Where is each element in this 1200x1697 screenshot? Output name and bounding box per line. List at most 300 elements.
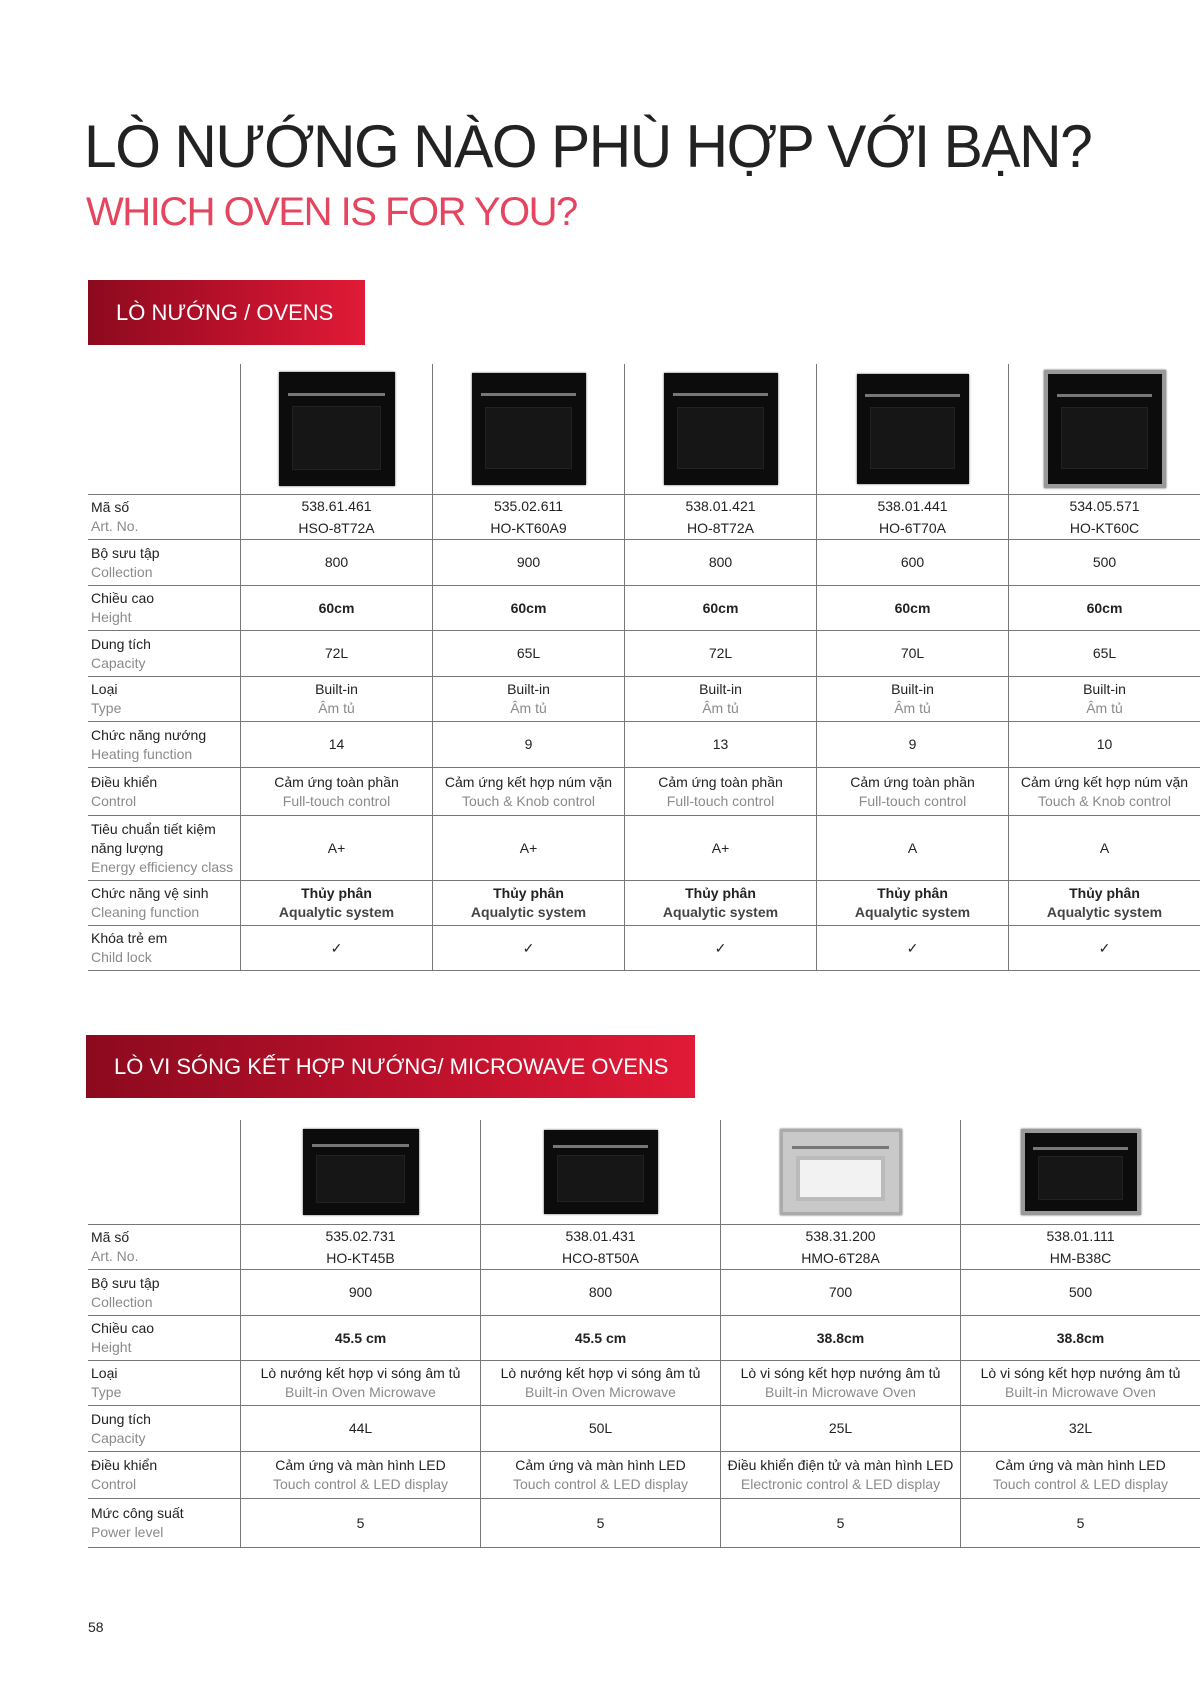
spec-value-cell <box>1008 722 1200 767</box>
spec-value-cell <box>816 540 1008 585</box>
page-number: 58 <box>88 1619 104 1635</box>
spec-value-secondary: Full-touch control <box>858 792 967 809</box>
spec-value: Cảm ứng kết hợp núm vặn <box>444 773 613 790</box>
spec-value-secondary: Touch control & LED display <box>512 1476 689 1492</box>
spec-value-secondary: HM-B38C <box>1049 1250 1112 1266</box>
spec-value-cell <box>480 1406 720 1451</box>
door-handle <box>792 1146 889 1149</box>
spec-label-en: Collection <box>91 563 153 580</box>
spec-label-en: Heating function <box>91 745 193 762</box>
spec-value: 45.5 cm <box>574 1329 627 1346</box>
product-image-row <box>88 364 1200 495</box>
spec-value: 60cm <box>510 599 547 616</box>
spec-label-vi: Điều khiển <box>91 773 158 790</box>
spec-value: 5 <box>356 1514 365 1531</box>
spec-value-cell <box>624 677 816 721</box>
spec-value-cell <box>816 768 1008 815</box>
spec-row <box>88 495 1200 540</box>
door-window <box>796 1156 884 1201</box>
spec-value-cell <box>240 816 432 880</box>
product-image <box>472 373 586 485</box>
spec-value: 538.01.441 <box>877 498 948 514</box>
door-window <box>677 407 764 470</box>
spec-value: Điều khiển điện tử và màn hình LED <box>727 1457 954 1473</box>
spec-value-cell <box>720 1225 960 1269</box>
spec-row <box>88 926 1200 971</box>
spec-row <box>88 540 1200 586</box>
spec-value: Lò vi sóng kết hợp nướng âm tủ <box>980 1365 1181 1381</box>
spec-value: ✓ <box>906 939 919 956</box>
spec-value: 534.05.571 <box>1069 498 1140 514</box>
door-handle <box>481 393 577 396</box>
spec-label-en: Capacity <box>91 654 146 671</box>
spec-label-vi: Bộ sưu tập <box>91 544 160 561</box>
spec-value-cell <box>480 1225 720 1269</box>
spec-value: 70L <box>900 645 925 661</box>
spec-label-en: Control <box>91 792 137 809</box>
spec-row <box>88 1316 1200 1361</box>
product-image <box>780 1129 902 1215</box>
spec-value-cell <box>240 1499 480 1547</box>
spec-value-secondary: Built-in Oven Microwave <box>285 1384 436 1400</box>
spec-label-vi: Loại <box>91 1365 118 1381</box>
spec-row <box>88 586 1200 631</box>
spec-value: 800 <box>708 554 733 570</box>
spec-value-secondary: Touch control & LED display <box>272 1476 449 1492</box>
microwaves-comparison-table <box>88 1120 1200 1548</box>
spec-label <box>88 1452 240 1498</box>
spec-label-vi: Mã số <box>91 499 130 515</box>
spec-value-secondary: HO-8T72A <box>687 520 754 536</box>
spec-value-secondary: HO-KT45B <box>326 1250 395 1266</box>
spec-value-secondary: HSO-8T72A <box>298 520 375 536</box>
spec-value-secondary: Âm tủ <box>318 700 355 716</box>
spec-value-secondary: Touch & Knob control <box>461 792 596 809</box>
spec-value-cell <box>816 631 1008 676</box>
spec-row <box>88 881 1200 926</box>
spec-value: Built-in <box>1083 681 1126 697</box>
spec-label-en: Type <box>91 1384 122 1400</box>
spec-label-en: Type <box>91 700 122 716</box>
spec-value: 538.31.200 <box>805 1228 876 1244</box>
spec-label-vi: Loại <box>91 681 118 697</box>
spec-value-cell <box>720 1361 960 1405</box>
spec-value: Built-in <box>507 681 550 697</box>
spec-value-cell <box>624 768 816 815</box>
spec-value-cell <box>960 1452 1200 1498</box>
spec-value: ✓ <box>1098 939 1111 956</box>
spec-value-cell <box>432 677 624 721</box>
spec-value-cell <box>240 1316 480 1360</box>
product-image-cell <box>720 1120 960 1224</box>
door-window <box>1038 1156 1123 1200</box>
product-image <box>303 1129 419 1215</box>
spec-label <box>88 540 240 585</box>
spec-value-secondary: HO-6T70A <box>879 520 946 536</box>
spec-value-secondary: Aqualytic system <box>854 904 971 920</box>
spec-row <box>88 1270 1200 1316</box>
spec-value-secondary: Built-in Microwave Oven <box>1005 1384 1156 1400</box>
spec-value: Cảm ứng toàn phần <box>274 773 399 790</box>
spec-value: A+ <box>327 839 346 856</box>
spec-value-cell <box>624 816 816 880</box>
spec-label-en: Capacity <box>91 1429 146 1446</box>
spec-row <box>88 1499 1200 1548</box>
spec-value: 65L <box>1092 645 1117 661</box>
spec-label-vi: Bộ sưu tập <box>91 1274 160 1291</box>
spec-label-vi: Chiều cao <box>91 590 155 606</box>
spec-value: 38.8cm <box>1056 1329 1105 1346</box>
spec-row <box>88 722 1200 768</box>
product-image <box>544 1130 658 1214</box>
spec-label-vi: Mức công suất <box>91 1505 184 1521</box>
spec-value-cell <box>960 1225 1200 1269</box>
spec-value: 600 <box>900 554 925 570</box>
spec-row <box>88 1361 1200 1406</box>
product-image-cell <box>624 364 816 494</box>
spec-value: 60cm <box>702 599 739 616</box>
spec-value: Cảm ứng và màn hình LED <box>995 1457 1166 1473</box>
spec-label-en: Height <box>91 609 132 625</box>
spec-value-cell <box>816 816 1008 880</box>
ovens-comparison-table <box>88 364 1200 971</box>
spec-label <box>88 1316 240 1360</box>
spec-value-cell <box>240 1270 480 1315</box>
spec-value: 10 <box>1096 736 1113 752</box>
product-image <box>1044 370 1166 488</box>
spec-value-cell <box>1008 631 1200 676</box>
spec-label-en: Collection <box>91 1293 153 1310</box>
spec-value: 535.02.611 <box>493 498 564 514</box>
spec-value: 538.01.421 <box>685 498 756 514</box>
spec-value: 535.02.731 <box>325 1228 396 1244</box>
door-window <box>870 407 955 469</box>
door-window <box>316 1155 404 1203</box>
spec-value: Built-in <box>315 681 358 697</box>
spec-value: 72L <box>324 645 349 661</box>
spec-value-cell <box>816 586 1008 630</box>
spec-value-cell <box>432 881 624 925</box>
spec-label <box>88 1406 240 1451</box>
product-image-cell <box>480 1120 720 1224</box>
product-image-cell <box>432 364 624 494</box>
spec-value: 9 <box>524 736 533 752</box>
spec-label <box>88 1270 240 1315</box>
spec-label <box>88 881 240 925</box>
spec-value-cell <box>240 1225 480 1269</box>
spec-value-cell <box>960 1316 1200 1360</box>
spec-value-cell <box>960 1270 1200 1315</box>
microwaves-section-banner: LÒ VI SÓNG KẾT HỢP NƯỚNG/ MICROWAVE OVENS <box>86 1035 695 1098</box>
spec-value-cell <box>1008 816 1200 880</box>
spec-row <box>88 768 1200 816</box>
spec-value-cell <box>432 540 624 585</box>
spec-value-cell <box>1008 495 1200 539</box>
ovens-section-banner: LÒ NƯỚNG / OVENS <box>88 280 365 345</box>
spec-value: Thủy phân <box>877 885 948 901</box>
product-image-cell <box>240 364 432 494</box>
spec-value-cell <box>816 722 1008 767</box>
spec-label-vi: Dung tích <box>91 1410 151 1427</box>
spec-value-secondary: HCO-8T50A <box>561 1250 640 1266</box>
spec-value: ✓ <box>330 939 343 956</box>
spec-value-cell <box>720 1270 960 1315</box>
spec-value-cell <box>1008 881 1200 925</box>
spec-value-secondary: Built-in Microwave Oven <box>765 1384 916 1400</box>
spec-value: Cảm ứng toàn phần <box>850 773 975 790</box>
spec-value: 538.01.431 <box>565 1228 636 1244</box>
spec-label-vi: Điều khiển <box>91 1457 158 1473</box>
spec-value: Built-in <box>699 681 742 697</box>
spec-label-en: Height <box>91 1339 132 1355</box>
spec-value-cell <box>240 1361 480 1405</box>
spec-label <box>88 1499 240 1547</box>
spec-value-cell <box>240 768 432 815</box>
spec-label <box>88 677 240 721</box>
spec-value: 13 <box>712 736 729 752</box>
spec-value-cell <box>432 586 624 630</box>
spec-value-cell <box>432 926 624 970</box>
spec-value-cell <box>1008 540 1200 585</box>
spec-value-secondary: Âm tủ <box>1086 700 1123 716</box>
spec-value-secondary: Aqualytic system <box>1046 904 1163 920</box>
spec-label <box>88 586 240 630</box>
spec-value-cell <box>960 1361 1200 1405</box>
product-image <box>279 372 395 486</box>
spec-label <box>88 926 240 970</box>
spec-value-cell <box>1008 586 1200 630</box>
spec-value-cell <box>720 1316 960 1360</box>
spec-value-cell <box>240 881 432 925</box>
spec-value: A <box>1099 839 1110 856</box>
spec-value: Cảm ứng toàn phần <box>658 773 783 790</box>
spec-value: 538.01.111 <box>1046 1228 1115 1244</box>
spec-value: 44L <box>348 1420 373 1436</box>
spec-value: Cảm ứng và màn hình LED <box>515 1457 686 1473</box>
spec-value: 50L <box>588 1420 613 1436</box>
spec-value: 45.5 cm <box>334 1329 387 1346</box>
spec-value: 700 <box>828 1284 853 1300</box>
spec-label <box>88 768 240 815</box>
spec-row <box>88 1225 1200 1270</box>
spec-value-cell <box>816 881 1008 925</box>
spec-value: Built-in <box>891 681 934 697</box>
spec-label-en: Art. No. <box>91 1248 139 1264</box>
spec-value-cell <box>240 926 432 970</box>
spec-value: 60cm <box>894 599 931 616</box>
spec-value: 538.61.461 <box>301 498 372 514</box>
spec-label-en: Child lock <box>91 949 152 965</box>
spec-value-cell <box>624 881 816 925</box>
spec-label <box>88 816 240 880</box>
spec-value-cell <box>1008 677 1200 721</box>
spec-value: Thủy phân <box>685 885 756 901</box>
spec-value-cell <box>1008 768 1200 815</box>
spec-value: 9 <box>908 736 917 752</box>
spec-value-cell <box>480 1361 720 1405</box>
empty-label-cell <box>88 364 240 494</box>
spec-value: Cảm ứng kết hợp núm vặn <box>1020 773 1189 790</box>
product-image-row <box>88 1120 1200 1225</box>
spec-label-en: Cleaning function <box>91 904 200 920</box>
spec-value-cell <box>480 1316 720 1360</box>
spec-value-cell <box>960 1499 1200 1547</box>
spec-value-cell <box>720 1452 960 1498</box>
spec-value-cell <box>432 816 624 880</box>
page-title: LÒ NƯỚNG NÀO PHÙ HỢP VỚI BẠN? <box>84 113 1092 180</box>
spec-row <box>88 1452 1200 1499</box>
product-image-cell <box>960 1120 1200 1224</box>
spec-value: Lò nướng kết hợp vi sóng âm tủ <box>500 1365 701 1381</box>
spec-value-cell <box>240 540 432 585</box>
door-window <box>557 1155 644 1202</box>
product-image <box>664 373 778 485</box>
spec-value-cell <box>624 540 816 585</box>
door-handle <box>1033 1147 1127 1150</box>
spec-label-en: Art. No. <box>91 518 139 534</box>
spec-value-cell <box>720 1499 960 1547</box>
spec-value-secondary: Aqualytic system <box>278 904 395 920</box>
spec-value-secondary: Touch & Knob control <box>1037 792 1172 809</box>
door-window <box>485 407 572 470</box>
spec-value-cell <box>624 586 816 630</box>
spec-value-secondary: Aqualytic system <box>662 904 779 920</box>
product-image-cell <box>240 1120 480 1224</box>
door-handle <box>553 1145 649 1148</box>
spec-value-secondary: Âm tủ <box>702 700 739 716</box>
spec-value: ✓ <box>522 939 535 956</box>
spec-value: ✓ <box>714 939 727 956</box>
spec-value-secondary: Electronic control & LED display <box>740 1476 941 1492</box>
product-image <box>1021 1129 1141 1215</box>
spec-value: 900 <box>516 554 541 570</box>
spec-row <box>88 631 1200 677</box>
spec-value-cell <box>240 495 432 539</box>
spec-value-cell <box>240 722 432 767</box>
spec-value-cell <box>816 677 1008 721</box>
door-handle <box>865 394 959 397</box>
spec-value: 25L <box>828 1420 853 1436</box>
spec-value-cell <box>432 722 624 767</box>
spec-label <box>88 1361 240 1405</box>
spec-value: Thủy phân <box>301 885 372 901</box>
empty-label-cell <box>88 1120 240 1224</box>
spec-value-cell <box>240 677 432 721</box>
spec-value: Thủy phân <box>1069 885 1140 901</box>
door-handle <box>1057 394 1153 397</box>
spec-value: 32L <box>1068 1420 1093 1436</box>
spec-value-cell <box>480 1452 720 1498</box>
spec-value-cell <box>480 1499 720 1547</box>
spec-value-cell <box>240 1406 480 1451</box>
spec-value-cell <box>720 1406 960 1451</box>
spec-value: 900 <box>348 1284 373 1300</box>
spec-value: A+ <box>519 839 538 856</box>
spec-value: 800 <box>324 554 349 570</box>
spec-row <box>88 1406 1200 1452</box>
door-handle <box>312 1144 409 1147</box>
spec-value: Cảm ứng và màn hình LED <box>275 1457 446 1473</box>
spec-value-secondary: Full-touch control <box>282 792 391 809</box>
spec-label-vi: Dung tích <box>91 635 151 652</box>
spec-value-cell <box>624 495 816 539</box>
spec-value-secondary: Built-in Oven Microwave <box>525 1384 676 1400</box>
spec-label-vi: Khóa trẻ em <box>91 930 168 946</box>
product-image-cell <box>1008 364 1200 494</box>
spec-label-en: Power level <box>91 1524 164 1540</box>
spec-value: 5 <box>596 1514 605 1531</box>
spec-value: 800 <box>588 1284 613 1300</box>
product-image <box>857 374 969 484</box>
spec-label-vi: Chiều cao <box>91 1320 155 1336</box>
spec-label <box>88 1225 240 1269</box>
spec-value-secondary: Âm tủ <box>894 700 931 716</box>
spec-value: 5 <box>836 1514 845 1531</box>
spec-value: Thủy phân <box>493 885 564 901</box>
spec-value: 60cm <box>1086 599 1123 616</box>
door-window <box>292 406 380 470</box>
spec-label-en: Control <box>91 1476 137 1492</box>
spec-value-cell <box>816 495 1008 539</box>
spec-value-secondary: HO-KT60C <box>1069 520 1140 536</box>
spec-value-cell <box>432 495 624 539</box>
spec-value-cell <box>432 631 624 676</box>
spec-value-cell <box>432 768 624 815</box>
spec-value: Lò nướng kết hợp vi sóng âm tủ <box>260 1365 461 1381</box>
spec-value: 5 <box>1076 1514 1085 1531</box>
spec-value-cell <box>624 631 816 676</box>
spec-value-secondary: Âm tủ <box>510 700 547 716</box>
spec-value-secondary: HO-KT60A9 <box>490 520 567 536</box>
spec-value-secondary: Full-touch control <box>666 792 775 809</box>
spec-value: 60cm <box>318 599 355 616</box>
spec-value: A+ <box>711 839 730 856</box>
spec-value-cell <box>960 1406 1200 1451</box>
spec-value-cell <box>240 1452 480 1498</box>
spec-value: A <box>907 839 918 856</box>
spec-value: 72L <box>708 645 733 661</box>
spec-value-secondary: Aqualytic system <box>470 904 587 920</box>
spec-value-cell <box>624 926 816 970</box>
door-handle <box>288 393 385 396</box>
spec-value-cell <box>816 926 1008 970</box>
product-image-cell <box>816 364 1008 494</box>
spec-value: 500 <box>1092 554 1117 570</box>
spec-label-vi: Chức năng nướng <box>91 726 207 743</box>
spec-row <box>88 677 1200 722</box>
spec-label-vi: Chức năng vệ sinh <box>91 885 209 901</box>
spec-value: Lò vi sóng kết hợp nướng âm tủ <box>740 1365 941 1381</box>
spec-value-cell <box>1008 926 1200 970</box>
spec-value-secondary: HMO-6T28A <box>801 1250 880 1266</box>
spec-value-cell <box>240 586 432 630</box>
spec-label-vi: Tiêu chuẩn tiết kiệm năng lượng <box>91 820 216 856</box>
spec-label <box>88 722 240 767</box>
spec-value-cell <box>240 631 432 676</box>
spec-value: 65L <box>516 645 541 661</box>
spec-row <box>88 816 1200 881</box>
page-subtitle: WHICH OVEN IS FOR YOU? <box>86 190 577 234</box>
door-window <box>1061 407 1148 469</box>
spec-value: 14 <box>328 736 345 752</box>
spec-label-en: Energy efficiency class <box>91 858 234 875</box>
spec-value: 38.8cm <box>816 1329 865 1346</box>
spec-value-cell <box>480 1270 720 1315</box>
door-handle <box>673 393 769 396</box>
spec-value: 500 <box>1068 1284 1093 1300</box>
spec-label-vi: Mã số <box>91 1229 130 1245</box>
spec-value-secondary: Touch control & LED display <box>992 1476 1169 1492</box>
